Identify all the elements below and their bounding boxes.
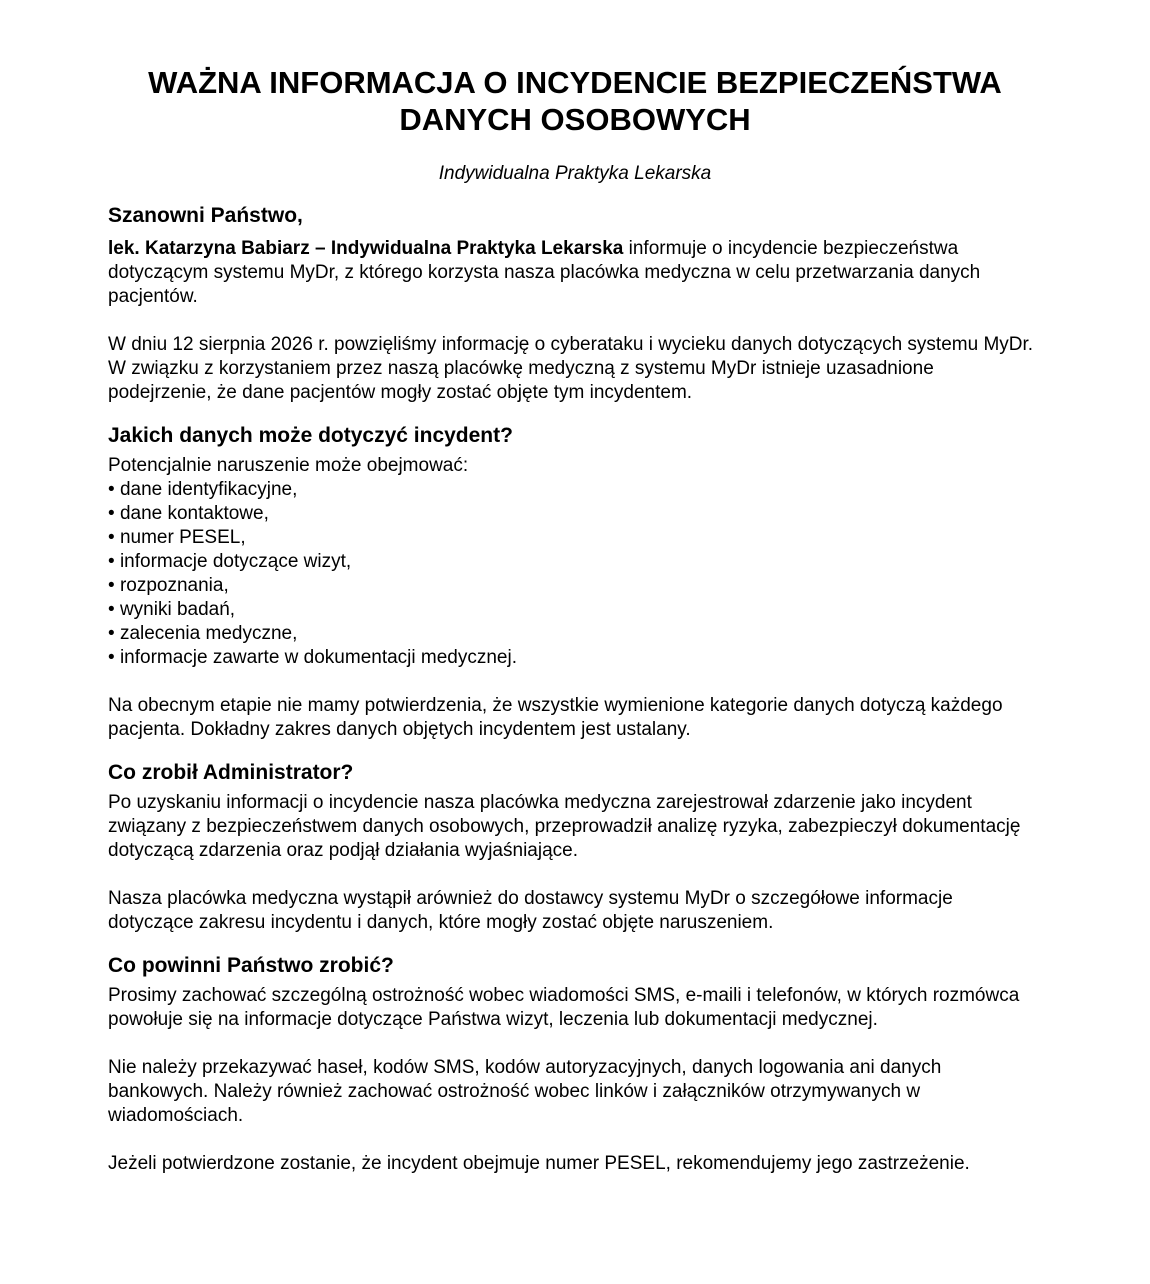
list-item: • numer PESEL, [108, 526, 1042, 550]
document-title [108, 64, 1042, 138]
section-administrator-paragraph-2: Nasza placówka medyczna wystąpił arównież do dostawcy systemu MyDr o szczegółowe informacje dotyczące zakresu incydentu i danych, które mogły zostać objęte naruszeniem. [108, 888, 953, 933]
document-subtitle: Indywidualna Praktyka Lekarska [438, 163, 712, 184]
section-data-heading: Jakich danych może dotyczyć incydent? [108, 424, 513, 447]
incident-date-paragraph: W dniu 12 sierpnia 2026 r. powzięliśmy informację o cyberataku i wycieku danych dotyczących systemu MyDr. W związku z korzystaniem przez naszą placówkę medyczną z systemu MyDr istnieje uzasadnione podejrzenie, że dane pacjentów mogły zostać objęte tym incydentem. [108, 334, 1034, 403]
list-item: • dane identyfikacyjne, [108, 478, 1042, 502]
intro-sender: lek. Katarzyna Babiarz – Indywidualna Praktyka Lekarska [108, 238, 624, 259]
list-item: • informacje dotyczące wizyt, [108, 550, 1042, 574]
list-item: • dane kontaktowe, [108, 502, 1042, 526]
data-categories-list [108, 478, 1042, 670]
list-item: • wyniki badań, [108, 598, 1042, 622]
section-data-note: Na obecnym etapie nie mamy potwierdzenia, że wszystkie wymienione kategorie danych dotyczą każdego pacjenta. Dokładny zakres danych objętych incydentem jest ustalany. [108, 695, 1003, 740]
section-administrator-paragraph-1: Po uzyskaniu informacji o incydencie nasza placówka medyczna zarejestrował zdarzenie jako incydent związany z bezpieczeństwem danych osobowych, przeprowadził analizę ryzyka, zabezpieczył dokumentację dotyczącą zdarzenia oraz podjął działania wyjaśniające. [108, 792, 1021, 861]
document-title-line-2: DANYCH OSOBOWYCH [399, 102, 751, 137]
section-recommendations-paragraph-3: Jeżeli potwierdzone zostanie, że incydent obejmuje numer PESEL, rekomendujemy jego zastrzeżenie. [108, 1153, 970, 1174]
intro-text: informuje o incydencie bezpieczeństwa dotyczącym systemu MyDr, z którego korzysta nasza placówka medyczna w celu przetwarzania danych pacjentów. [108, 238, 981, 307]
section-recommendations-paragraph-2: Nie należy przekazywać haseł, kodów SMS, kodów autoryzacyjnych, danych logowania ani danych bankowych. Należy również zachować ostrożność wobec linków i załączników otrzymywanych w wiadomościach. [108, 1057, 942, 1126]
intro-paragraph [108, 237, 1042, 309]
section-recommendations-paragraph-1: Prosimy zachować szczególną ostrożność wobec wiadomości SMS, e-maili i telefonów, w których rozmówca powołuje się na informacje dotyczące Państwa wizyt, leczenia lub dokumentacji medycznej. [108, 985, 1020, 1030]
document-title-line-1: WAŻNA INFORMACJA O INCYDENCIE BEZPIECZEŃSTWA [148, 65, 1002, 100]
list-item: • rozpoznania, [108, 574, 1042, 598]
section-administrator-heading: Co zrobił Administrator? [108, 761, 354, 784]
list-item: • zalecenia medyczne, [108, 622, 1042, 646]
section-recommendations-heading: Co powinni Państwo zrobić? [108, 954, 394, 977]
list-item: • informacje zawarte w dokumentacji medycznej. [108, 646, 1042, 670]
section-data-lead: Potencjalnie naruszenie może obejmować: [108, 455, 469, 476]
greeting: Szanowni Państwo, [108, 204, 303, 227]
